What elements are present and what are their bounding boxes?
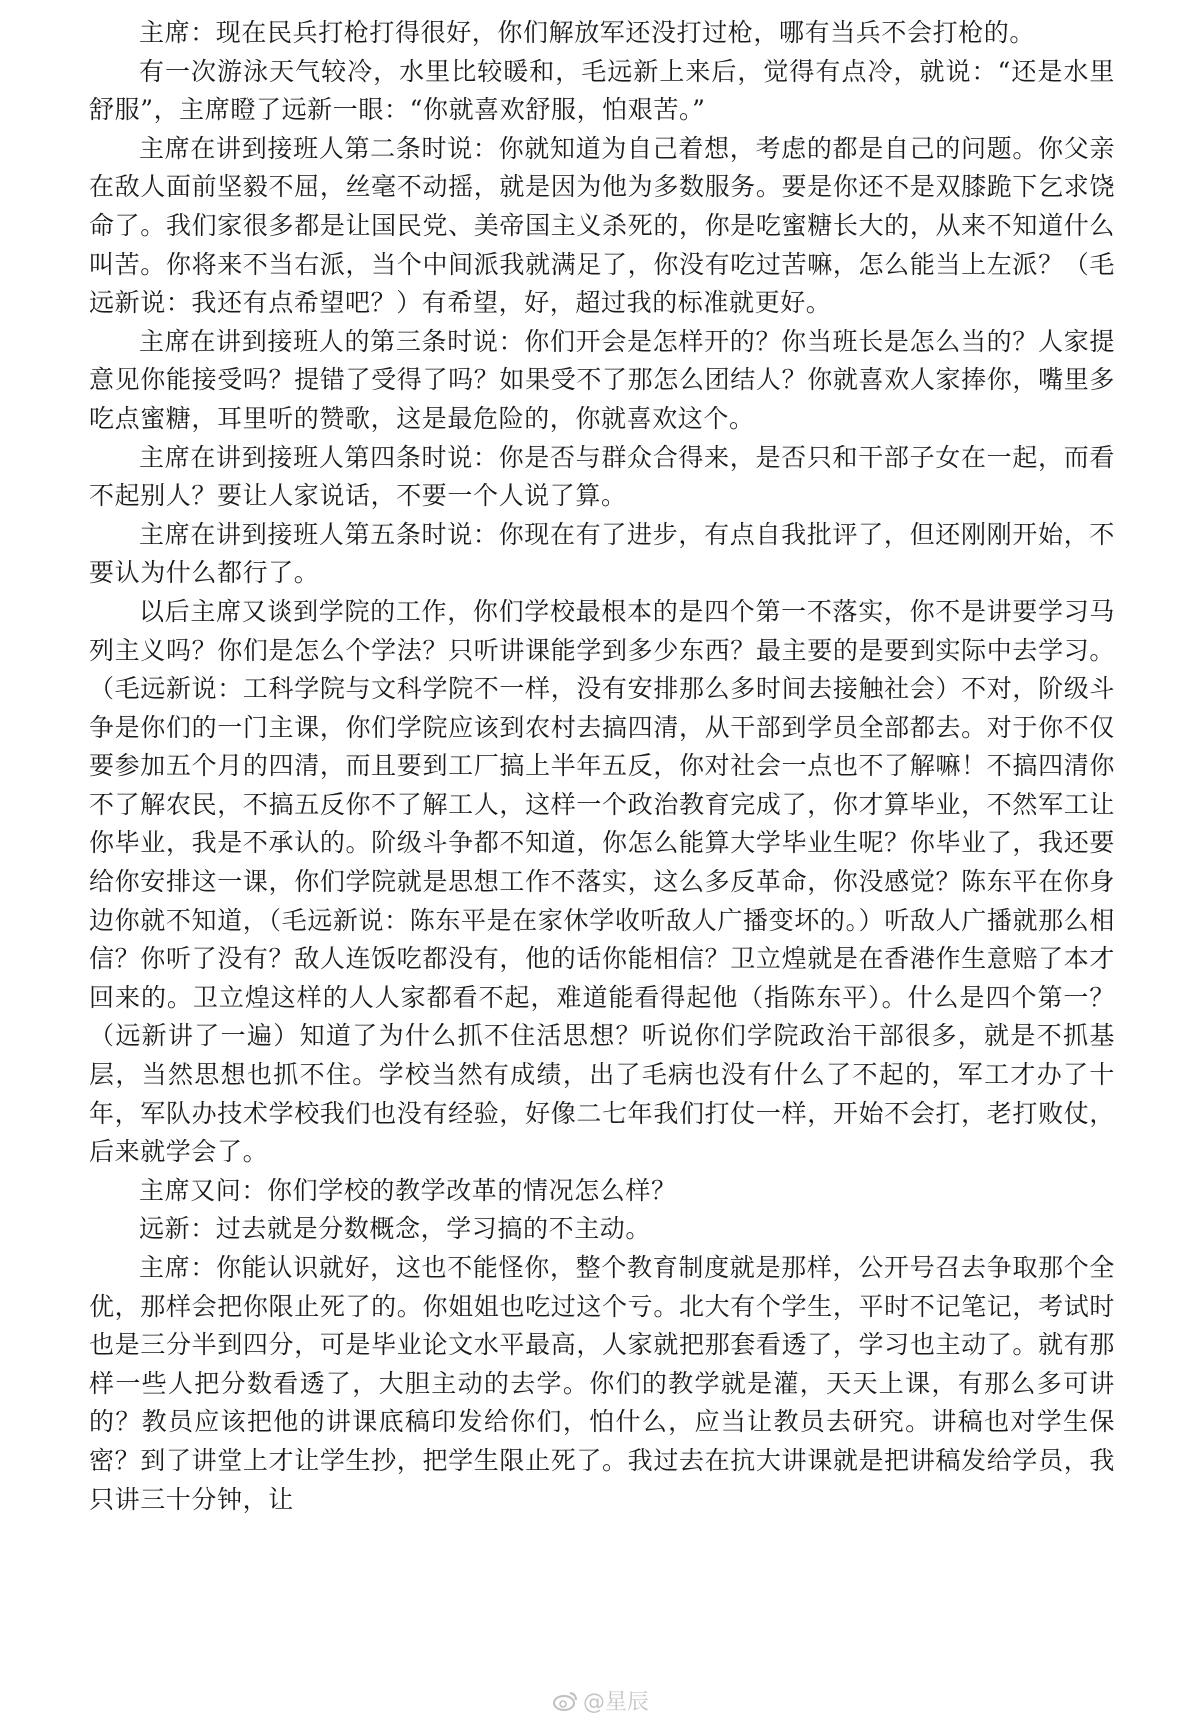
paragraph-1: 主席：现在民兵打枪打得很好，你们解放军还没打过枪，哪有当兵不会打枪的。 — [139, 18, 1036, 47]
paragraph-2: 有一次游泳天气较冷，水里比较暖和，毛远新上来后，觉得有点冷，就说：“还是水里舒服”，主席瞪了远新一眼：“你就喜欢舒服，怕艰苦。” — [89, 56, 1115, 125]
weibo-logo-icon — [553, 1690, 579, 1712]
document-page — [89, 14, 1115, 1519]
paragraph-4: 主席在讲到接班人的第三条时说：你们开会是怎样开的？你当班长是怎么当的？人家提意见你能接受吗？提错了受得了吗？如果受不了那怎么团结人？你就喜欢人家捧你，嘴里多吃点蜜糖，耳里听的赞歌，这是最危险的，你就喜欢这个。 — [89, 326, 1115, 433]
paragraph-7: 以后主席又谈到学院的工作，你们学校最根本的是四个第一不落实，你不是讲要学习马列主义吗？你们是怎么个学法？只听讲课能学到多少东西？最主要的是要到实际中去学习。（毛远新说：工科学院与文科学院不一样，没有安排那么多时间去接触社会）不对，阶级斗争是你们的一门主课，你们学院应该到农村去搞四清，从干部到学员全部都去。对于你不仅要参加五个月的四清，而且要到工厂搞上半年五反，你对社会一点也不了解嘛！不搞四清你不了解农民，不搞五反你不了解工人，这样一个政治教育完成了，你才算毕业，不然军工让你毕业，我是不承认的。阶级斗争都不知道，你怎么能算大学毕业生呢？你毕业了，我还要给你安排这一课，你们学院就是思想工作不落实，这么多反革命，你没感觉？陈东平在你身边你就不知道，（毛远新说：陈东平是在家休学收听敌人广播变坏的。）听敌人广播就那么相信？你听了没有？敌人连饭吃都没有，他的话你能相信？卫立煌就是在香港作生意赔了本才回来的。卫立煌这样的人人家都看不起，难道能看得起他（指陈东平）。什么是四个第一？（远新讲了一遍）知道了为什么抓不住活思想？听说你们学院政治干部很多，就是不抓基层，当然思想也抓不住。学校当然有成绩，出了毛病也没有什么了不起的，军工才办了十年，军队办技术学校我们也没有经验，好像二七年我们打仗一样，开始不会打，老打败仗，后来就学会了。 — [89, 596, 1115, 1167]
paragraph-6: 主席在讲到接班人第五条时说：你现在有了进步，有点自我批评了，但还刚刚开始，不要认为什么都行了。 — [89, 519, 1115, 588]
paragraph-8: 主席又问：你们学校的教学改革的情况怎么样？ — [139, 1175, 677, 1205]
paragraph-9: 远新：过去就是分数概念，学习搞的不主动。 — [139, 1214, 652, 1244]
paragraph-5: 主席在讲到接班人第四条时说：你是否与群众合得来，是否只和干部子女在一起，而看不起别人？要让人家说话，不要一个人说了算。 — [89, 442, 1115, 511]
paragraph-10: 主席：你能认识就好，这也不能怪你，整个教育制度就是那样，公开号召去争取那个全优，那样会把你限止死了的。你姐姐也吃过这个亏。北大有个学生，平时不记笔记，考试时也是三分半到四分，可是毕业论文水平最高，人家就把那套看透了，学习也主动了。就有那样一些人把分数看透了，大胆主动的去学。你们的教学就是灌，天天上课，有那么多可讲的？教员应该把他的讲课底稿印发给你们，怕什么，应当让教员去研究。讲稿也对学生保密？到了讲堂上才让学生抄，把学生限止死了。我过去在抗大讲课就是把讲稿发给学员，我只讲三十分钟，让 — [89, 1253, 1115, 1514]
watermark-text: @星辰 — [583, 1690, 650, 1715]
watermark — [553, 1685, 649, 1716]
paragraph-3: 主席在讲到接班人第二条时说：你就知道为自己着想，考虑的都是自己的问题。你父亲在敌人面前坚毅不屈，丝毫不动摇，就是因为他为多数服务。要是你还不是双膝跪下乞求饶命了。我们家很多都是让国民党、美帝国主义杀死的，你是吃蜜糖长大的，从来不知道什么叫苦。你将来不当右派，当个中间派我就满足了，你没有吃过苦嘛，怎么能当上左派？（毛远新说：我还有点希望吧？）有希望，好，超过我的标准就更好。 — [89, 133, 1115, 318]
